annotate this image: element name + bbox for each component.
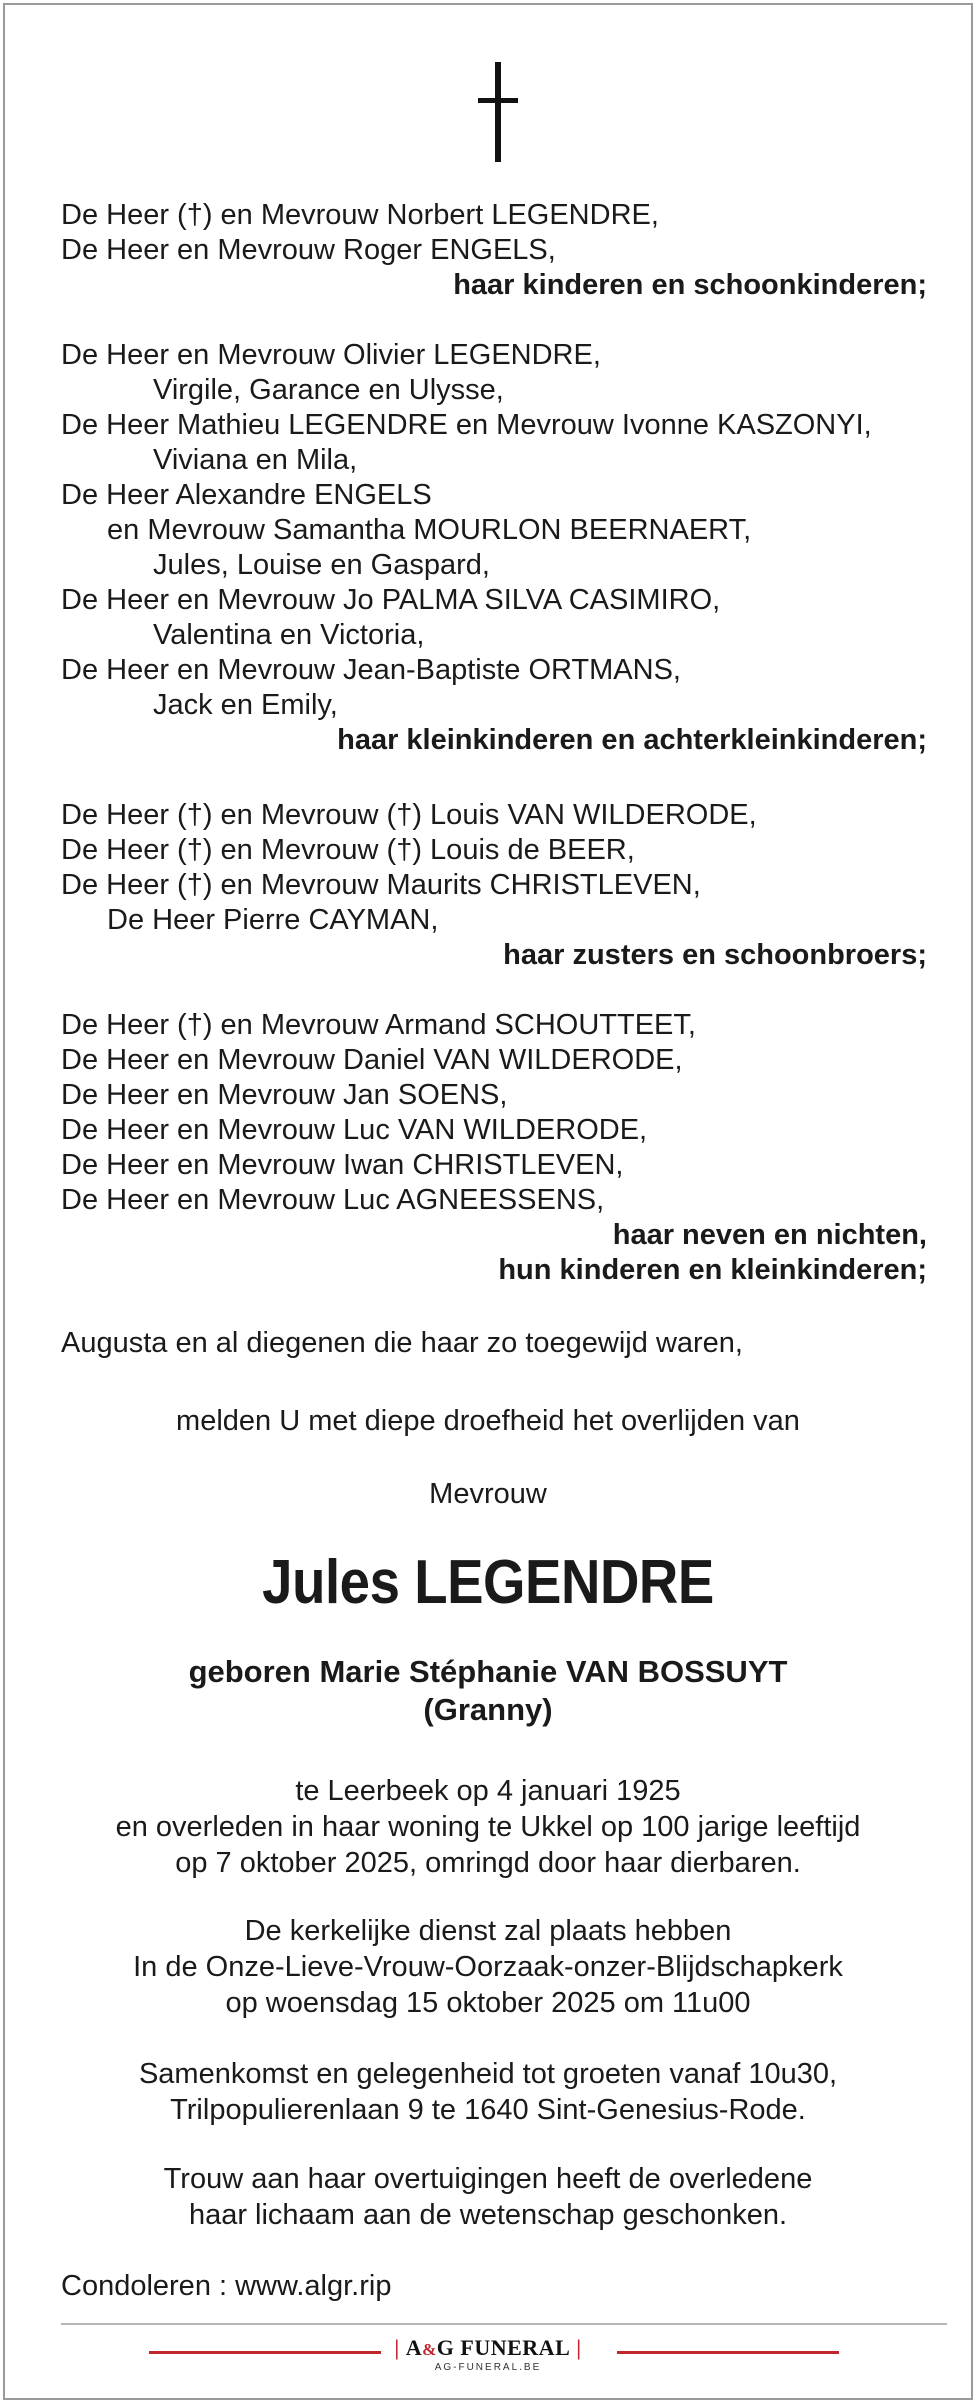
birth-death-info	[5, 1773, 971, 1881]
family-line: en Mevrouw Samantha MOURLON BEERNAERT,	[107, 514, 752, 546]
family-line: De Heer (†) en Mevrouw Armand SCHOUTTEET,	[61, 1009, 696, 1041]
info-line: In de Onze-Lieve-Vrouw-Oorzaak-onzer-Blijdschapkerk	[133, 1951, 843, 1983]
info-line: Trilpopulierenlaan 9 te 1640 Sint-Genesius-Rode.	[170, 2094, 806, 2126]
gathering-info	[5, 2056, 971, 2128]
family-line: De Heer (†) en Mevrouw (†) Louis VAN WILDERODE,	[61, 799, 757, 831]
family-line: Valentina en Victoria,	[153, 619, 425, 651]
service-info	[5, 1913, 971, 2021]
family-group-children	[61, 198, 927, 303]
info-line: op woensdag 15 oktober 2025 om 11u00	[225, 1987, 751, 2019]
augusta-line: Augusta en al diegenen die haar zo toegewijd waren,	[61, 1327, 743, 1359]
title-mevrouw: Mevrouw	[429, 1478, 547, 1510]
family-line: De Heer en Mevrouw Iwan CHRISTLEVEN,	[61, 1149, 624, 1181]
family-line: De Heer en Mevrouw Luc VAN WILDERODE,	[61, 1114, 648, 1146]
condolences-link[interactable]: Condoleren : www.algr.rip	[61, 2270, 392, 2302]
family-line: Jack en Emily,	[153, 689, 338, 721]
family-line: Viviana en Mila,	[153, 444, 358, 476]
nickname: (Granny)	[423, 1692, 553, 1727]
cross-icon	[478, 62, 518, 162]
family-line: De Heer en Mevrouw Jo PALMA SILVA CASIMIRO,	[61, 584, 721, 616]
info-line: De kerkelijke dienst zal plaats hebben	[244, 1915, 732, 1947]
family-line: De Heer Mathieu LEGENDRE en Mevrouw Ivonne KASZONYI,	[61, 409, 872, 441]
science-info	[5, 2161, 971, 2233]
family-line: De Heer en Mevrouw Roger ENGELS,	[61, 234, 556, 266]
footer-divider	[61, 2323, 947, 2325]
family-line: De Heer en Mevrouw Luc AGNEESSENS,	[61, 1184, 605, 1216]
family-line: Jules, Louise en Gaspard,	[153, 549, 490, 581]
family-line: Virgile, Garance en Ulysse,	[153, 374, 504, 406]
announcement: melden U met diepe droefheid het overlijden van	[176, 1405, 800, 1437]
info-line: en overleden in haar woning te Ukkel op 100 jarige leeftijd	[115, 1811, 861, 1843]
family-line: De Heer en Mevrouw Daniel VAN WILDERODE,	[61, 1044, 683, 1076]
family-line: De Heer (†) en Mevrouw Norbert LEGENDRE,	[61, 199, 659, 231]
birth-name: geboren Marie Stéphanie VAN BOSSUYT	[188, 1654, 788, 1689]
family-line: De Heer (†) en Mevrouw Maurits CHRISTLEVEN,	[61, 869, 701, 901]
relation-label: haar kleinkinderen en achterkleinkinderen;	[337, 724, 927, 756]
deceased-name: Jules LEGENDRE	[262, 1548, 714, 1617]
info-line: op 7 oktober 2025, omringd door haar dierbaren.	[175, 1847, 801, 1879]
family-line: De Heer en Mevrouw Olivier LEGENDRE,	[61, 339, 601, 371]
relation-label: hun kinderen en kleinkinderen;	[498, 1254, 927, 1286]
family-group-siblings	[61, 798, 927, 973]
info-line: Samenkomst en gelegenheid tot groeten vanaf 10u30,	[138, 2058, 838, 2090]
obituary-card	[3, 3, 973, 2400]
info-line: te Leerbeek op 4 januari 1925	[295, 1775, 681, 1807]
relation-label: haar kinderen en schoonkinderen;	[453, 269, 927, 301]
family-line: De Heer Alexandre ENGELS	[61, 479, 432, 511]
family-group-grandchildren	[61, 338, 927, 758]
family-group-cousins	[61, 1008, 927, 1288]
logo-website: AG-FUNERAL.BE	[434, 2362, 542, 2373]
relation-label: haar zusters en schoonbroers;	[503, 939, 927, 971]
relation-label: haar neven en nichten,	[612, 1219, 927, 1251]
family-line: De Heer Pierre CAYMAN,	[107, 904, 439, 936]
info-line: haar lichaam aan de wetenschap geschonken.	[188, 2199, 788, 2231]
family-line: De Heer en Mevrouw Jan SOENS,	[61, 1079, 508, 1111]
family-line: De Heer (†) en Mevrouw (†) Louis de BEER,	[61, 834, 635, 866]
funeral-logo: | A&G FUNERAL | AG-FUNERAL.BE	[5, 2335, 971, 2373]
info-line: Trouw aan haar overtuigingen heeft de overledene	[163, 2163, 813, 2195]
family-line: De Heer en Mevrouw Jean-Baptiste ORTMANS,	[61, 654, 681, 686]
